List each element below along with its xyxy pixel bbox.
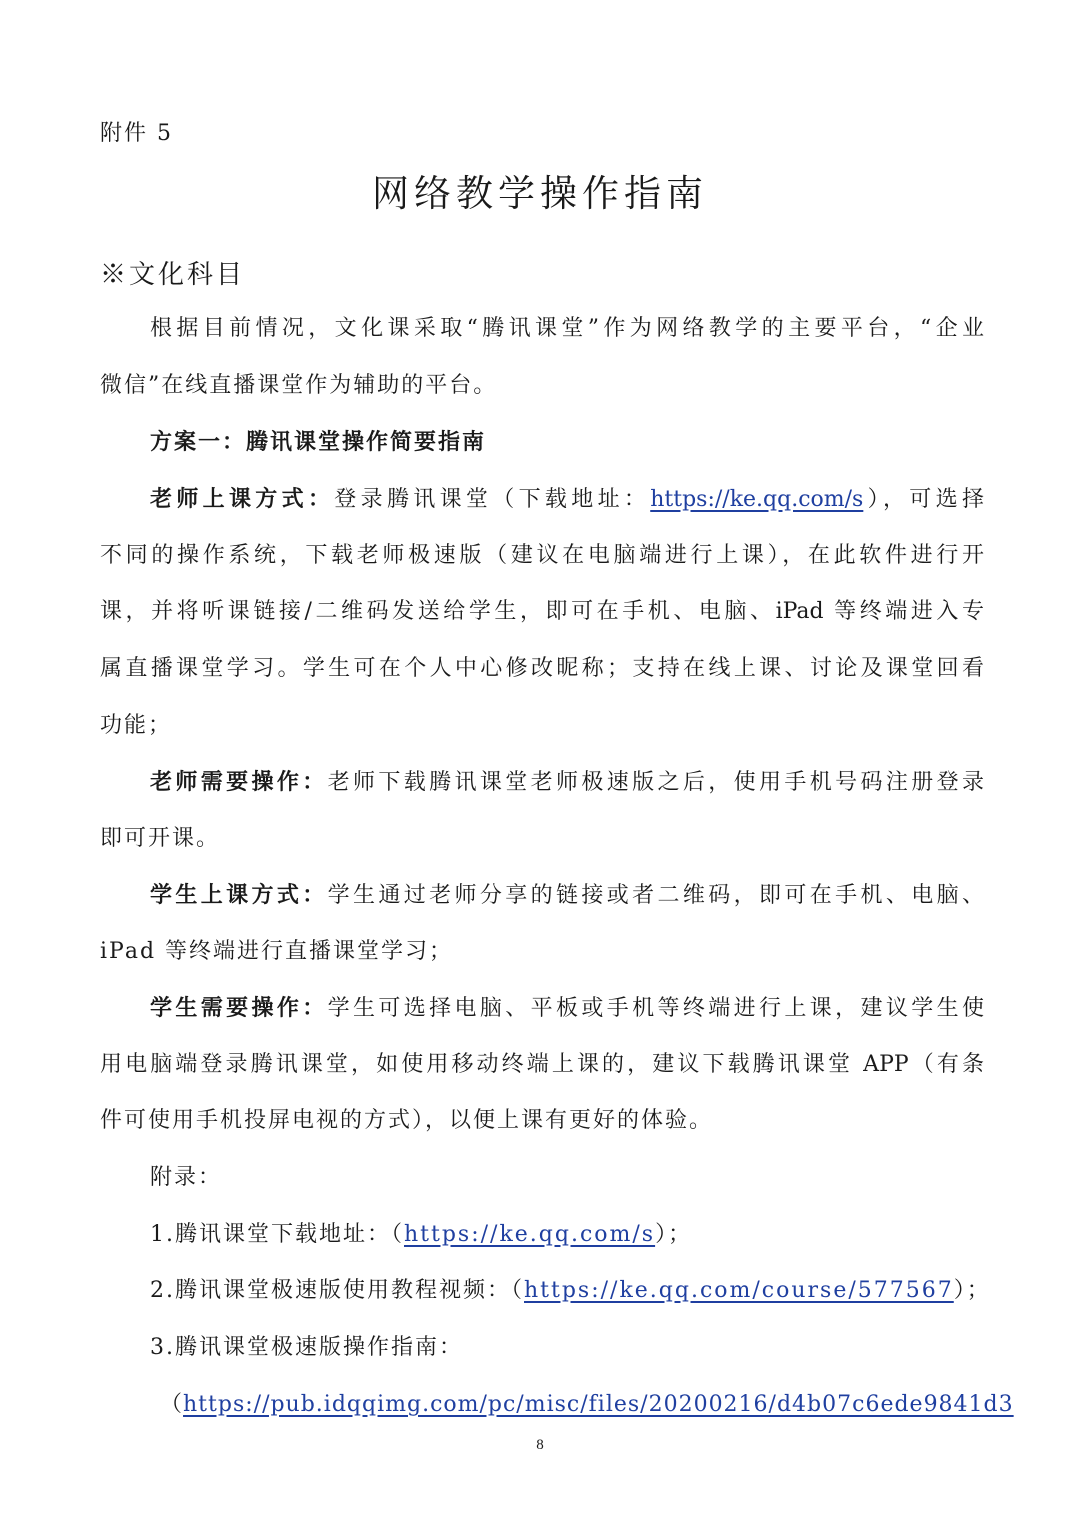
appendix-item-3-link-line: （https://pub.idqqimg.com/pc/misc/files/20200216/d4b07c6ede9841d3 <box>160 1392 1014 1417</box>
student-ops-line-2: 用电脑端登录腾讯课堂，如使用移动终端上课的，建议下载腾讯课堂 APP（有条 <box>100 1052 984 1077</box>
appendix-link-1[interactable]: https://ke.qq.com/s <box>404 1222 656 1247</box>
appendix-link-3[interactable]: https://pub.idqqimg.com/pc/misc/files/20200216/d4b07c6ede9841d3 <box>183 1392 1014 1417</box>
teacher-ops-line-2: 即可开课。 <box>100 826 221 851</box>
teacher-method-line-2: 不同的操作系统，下载老师极速版（建议在电脑端进行上课），在此软件进行开 <box>100 543 984 568</box>
student-ops-line-3: 件可使用手机投屏电视的方式），以便上课有更好的体验。 <box>100 1108 714 1133</box>
intro-line-2: 微信”在线直播课堂作为辅助的平台。 <box>100 373 498 398</box>
appendix-heading: 附录： <box>150 1165 223 1190</box>
intro-line-1: 根据目前情况，文化课采取“腾讯课堂”作为网络教学的主要平台，“企业 <box>150 316 984 341</box>
teacher-method-line-4: 属直播课堂学习。学生可在个人中心修改昵称；支持在线上课、讨论及课堂回看 <box>100 656 984 681</box>
student-method-line-1: 学生上课方式：学生通过老师分享的链接或者二维码，即可在手机、电脑、 <box>150 882 984 908</box>
appendix-item-1: 1.腾讯课堂下载地址：（https://ke.qq.com/s）； <box>150 1222 693 1247</box>
section-heading: ※文化科目 <box>100 260 246 290</box>
download-link[interactable]: https://ke.qq.com/s <box>650 487 864 512</box>
appendix-item-3: 3.腾讯课堂极速版操作指南： <box>150 1335 463 1360</box>
teacher-ops-line-1: 老师需要操作：老师下载腾讯课堂老师极速版之后，使用手机号码注册登录 <box>150 769 984 795</box>
teacher-method-line-3: 课，并将听课链接/二维码发送给学生，即可在手机、电脑、iPad 等终端进入专 <box>100 599 984 624</box>
teacher-method-line-1: 老师上课方式：登录腾讯课堂（下载地址：https://ke.qq.com/s），可选择 <box>150 486 984 512</box>
student-ops-label: 学生需要操作： <box>150 995 328 1021</box>
teacher-method-label: 老师上课方式： <box>150 486 335 512</box>
student-ops-line-1: 学生需要操作：学生可选择电脑、平板或手机等终端进行上课，建议学生使 <box>150 995 984 1021</box>
attachment-label: 附件 5 <box>100 121 173 146</box>
teacher-method-line-5: 功能； <box>100 713 173 738</box>
page-number: 8 <box>536 1437 544 1453</box>
appendix-link-2[interactable]: https://ke.qq.com/course/577567 <box>524 1278 954 1303</box>
teacher-ops-label: 老师需要操作： <box>150 769 328 795</box>
document-title: 网络教学操作指南 <box>372 172 708 215</box>
student-method-label: 学生上课方式： <box>150 882 328 908</box>
plan-heading: 方案一：腾讯课堂操作简要指南 <box>150 429 487 455</box>
student-method-line-2: iPad 等终端进行直播课堂学习； <box>100 939 454 964</box>
appendix-item-2: 2.腾讯课堂极速版使用教程视频：（https://ke.qq.com/course/577567）； <box>150 1278 991 1303</box>
